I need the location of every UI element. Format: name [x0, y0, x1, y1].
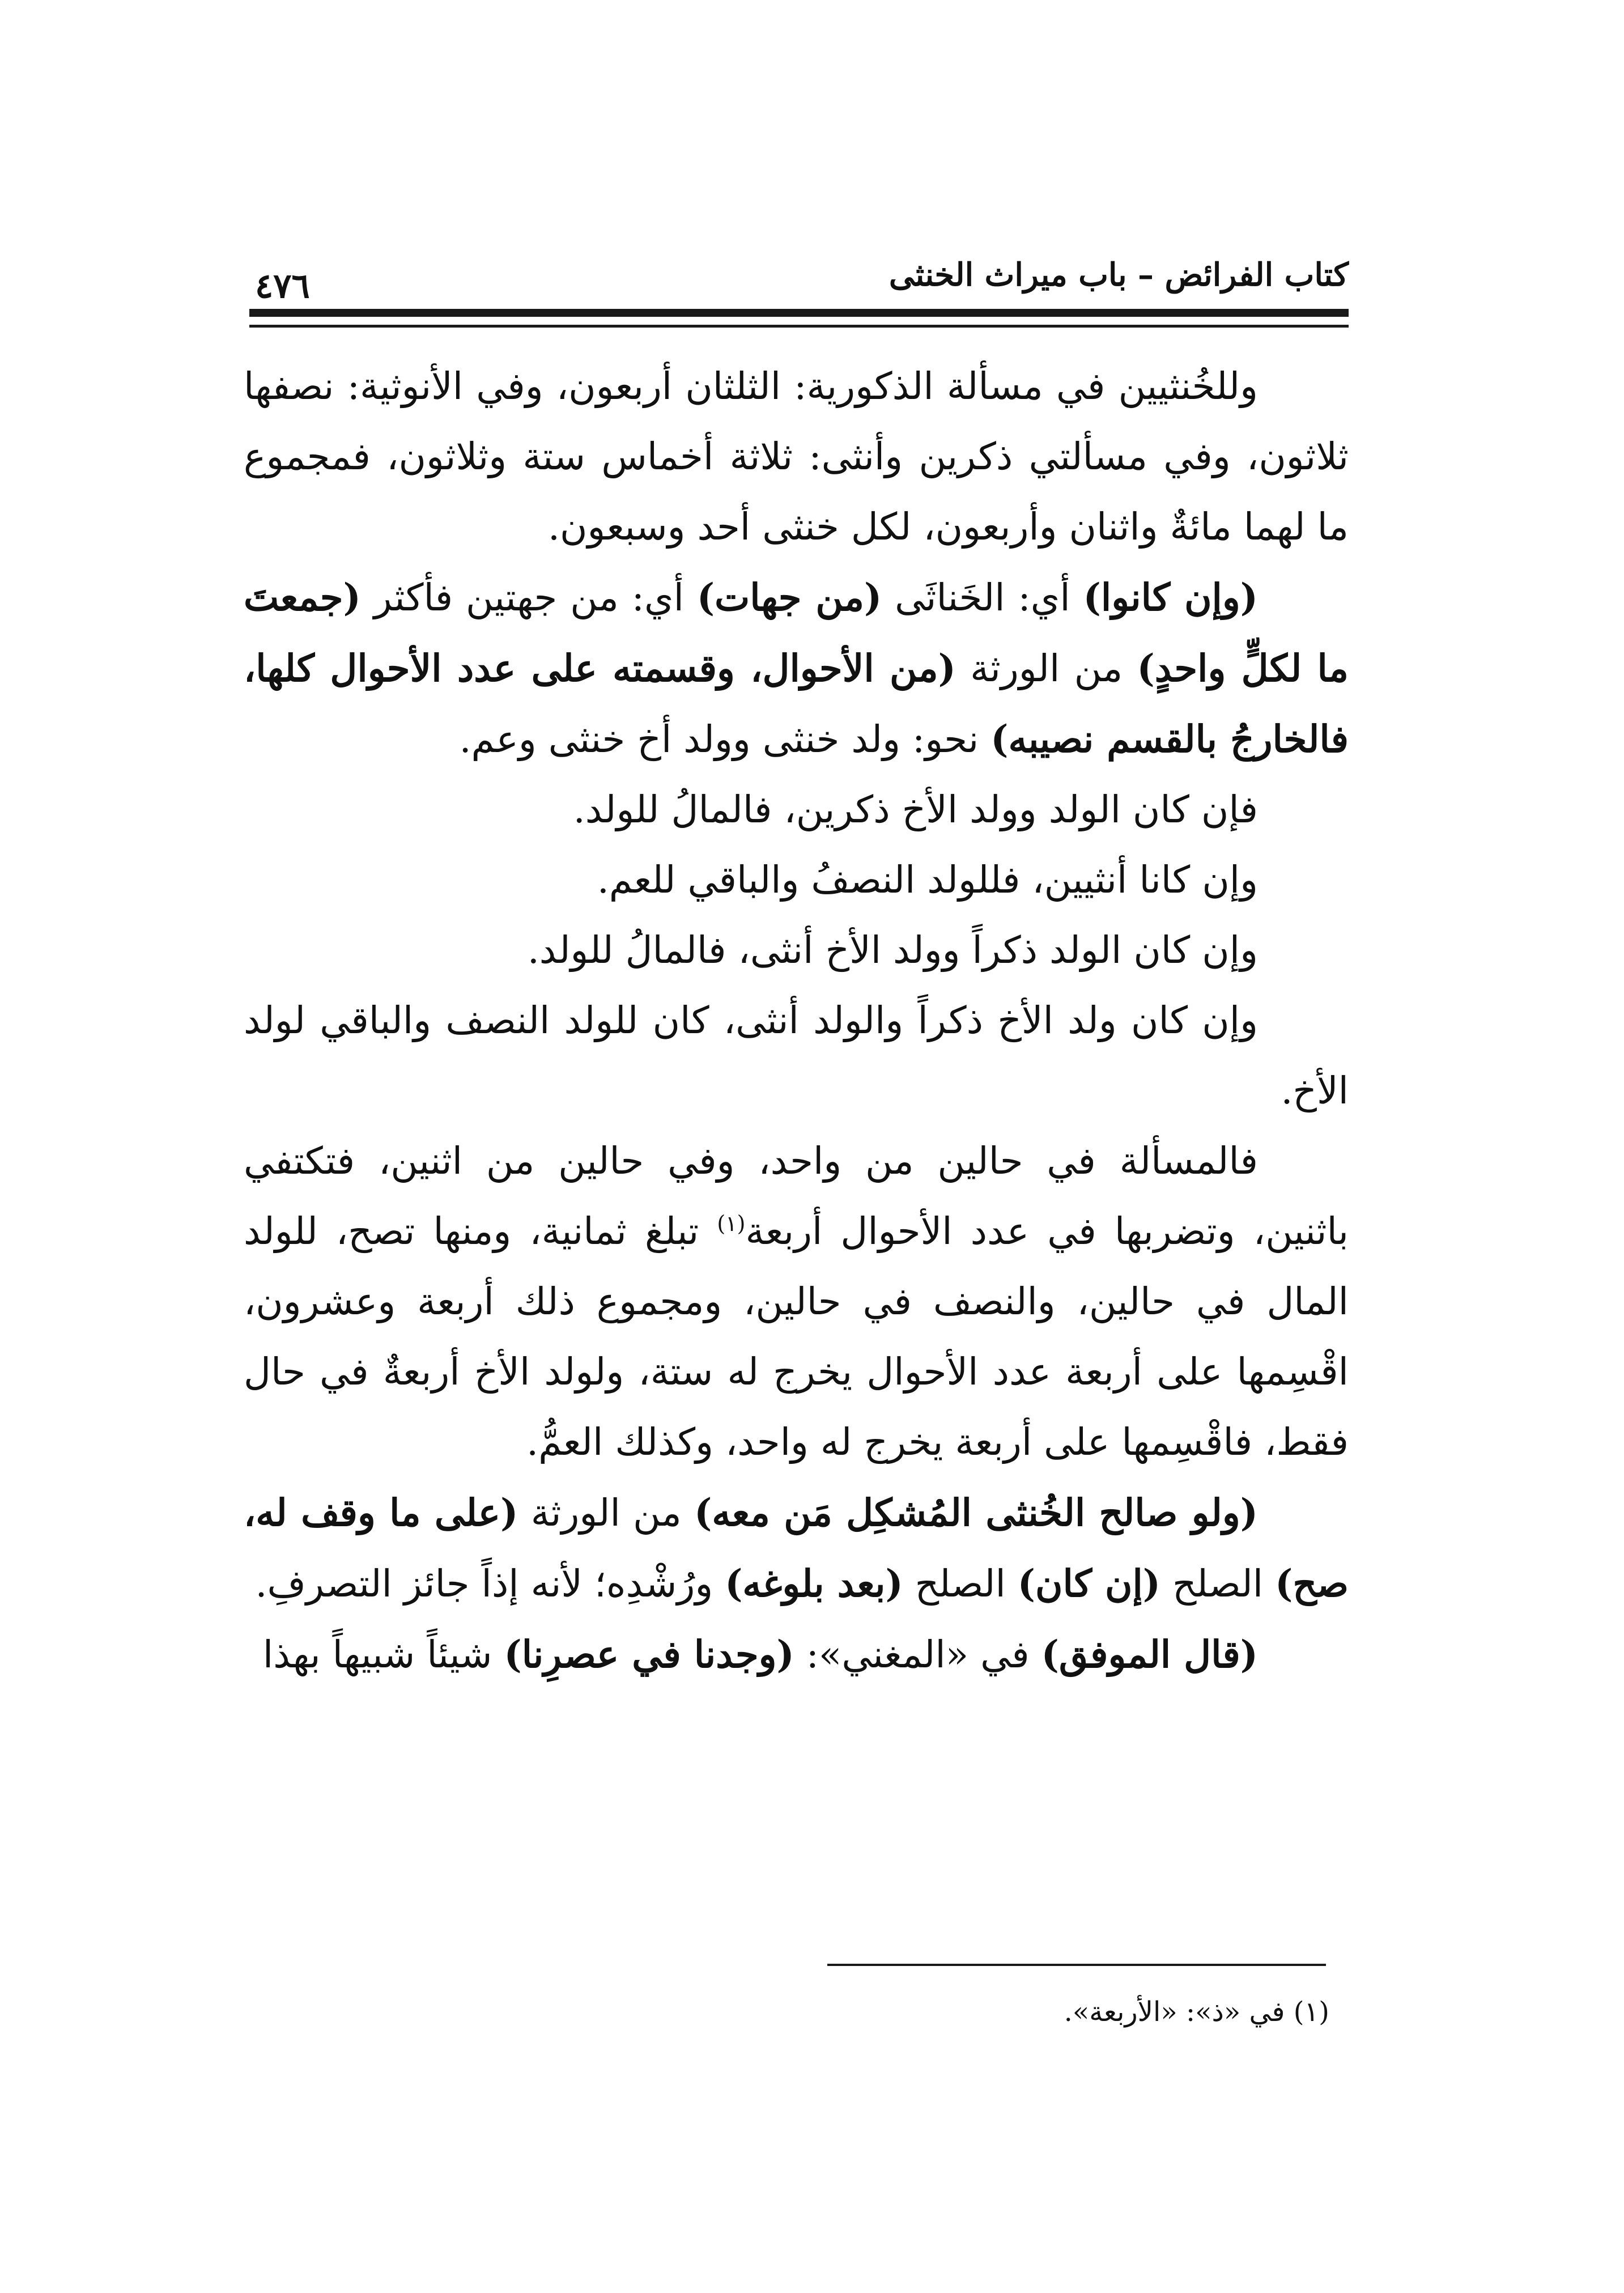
page-number: ٤٧٦ — [255, 266, 310, 306]
sharh-segment: أي: من جهتين فأكثر — [360, 576, 697, 619]
header-rule-thick — [249, 309, 1349, 317]
paragraph-2 — [244, 562, 1349, 775]
matn-segment: (جمعتَ ما لكلٍّ واحدٍ) — [244, 575, 1349, 690]
sharh-segment: شيئاً شبيهاً بهذا — [262, 1633, 504, 1676]
case-line-2: وإن كانا أنثيين، فللولد النصفُ والباقي للعم. — [597, 858, 1258, 902]
sharh-segment: ورُشْدِه؛ لأنه إذاً جائز التصرفِ. — [255, 1562, 725, 1606]
sharh-segment: في «المغني»: — [794, 1633, 1041, 1676]
matn-segment: (على ما وقف له، صح) — [244, 1491, 1349, 1606]
footnote-marker: (١) — [717, 1211, 746, 1236]
matn-segment: (من جهات) — [696, 575, 882, 619]
main-text — [244, 351, 1349, 1690]
matn-segment: (ولو صالح الخُنثى المُشكِل مَن معه) — [694, 1491, 1259, 1535]
sharh-segment: نحو: ولد خنثى وولد أخ خنثى وعم. — [459, 717, 991, 761]
paragraph-1: وللخُنثيين في مسألة الذكورية: الثلثان أربعون، وفي الأنوثية: نصفها ثلاثون، وفي مسألتي ذكرين وأنثى: ثلاثة أخماس ستة وثلاثون، فمجموع ما لهما مائةٌ واثنان وأربعون، لكل خنثى أحد وسبعون. — [244, 364, 1349, 549]
matn-segment: (وإن كانوا) — [1083, 575, 1258, 619]
paragraph-3-part-a: فالمسألة في حالين من واحد، وفي حالين من اثنين، فتكتفي باثنين، وتضربها في عدد الأحوال أربعة — [244, 1139, 1349, 1253]
paragraph-3 — [244, 1126, 1349, 1477]
matn-segment: (قال الموفق) — [1041, 1632, 1258, 1676]
matn-segment: (إن كان) — [1017, 1561, 1161, 1606]
sharh-segment: من الورثة — [955, 647, 1137, 690]
paragraph-4 — [244, 1477, 1349, 1619]
sharh-segment: من الورثة — [518, 1491, 695, 1535]
header-rule-thin — [249, 325, 1349, 328]
header-title: كتاب الفرائض – باب ميراث الخنثى — [888, 256, 1349, 294]
running-header — [249, 249, 1349, 306]
case-line-4: وإن كان ولد الأخ ذكراً والولد أنثى، كان للولد النصف والباقي لولد الأخ. — [244, 999, 1349, 1112]
sharh-segment: أي: الخَناثَى — [882, 576, 1083, 619]
sharh-segment: الصلح — [1160, 1562, 1276, 1606]
sharh-segment: الصلح — [903, 1562, 1018, 1606]
footnote: (١) في «ذ»: «الأربعة». — [1064, 1996, 1329, 2028]
matn-segment: (بعد بلوغه) — [725, 1561, 903, 1606]
paragraph-5 — [244, 1619, 1349, 1690]
case-line-1: فإن كان الولد وولد الأخ ذكرين، فالمالُ للولد. — [573, 788, 1258, 831]
case-line-3: وإن كان الولد ذكراً وولد الأخ أنثى، فالمالُ للولد. — [527, 928, 1258, 972]
matn-segment: (من الأحوال، وقسمته على عدد الأحوال كلها، فالخارجُ بالقسم نصيبه) — [244, 646, 1349, 761]
footnote-separator — [827, 1964, 1326, 1966]
paragraph-3-part-b: تبلغ ثمانية، ومنها تصح، للولد المال في حالين، والنصف في حالين، ومجموع ذلك أربعة وعشرون، اقْسِمها على أربعة عدد الأحوال يخرج له ستة، ولولد الأخ أربعةٌ في حال فقط، فاقْسِمها على أربعة يخرج له واحد، وكذلك العمُّ. — [244, 1209, 1349, 1464]
matn-segment: (وجدنا في عصرِنا) — [504, 1632, 794, 1676]
